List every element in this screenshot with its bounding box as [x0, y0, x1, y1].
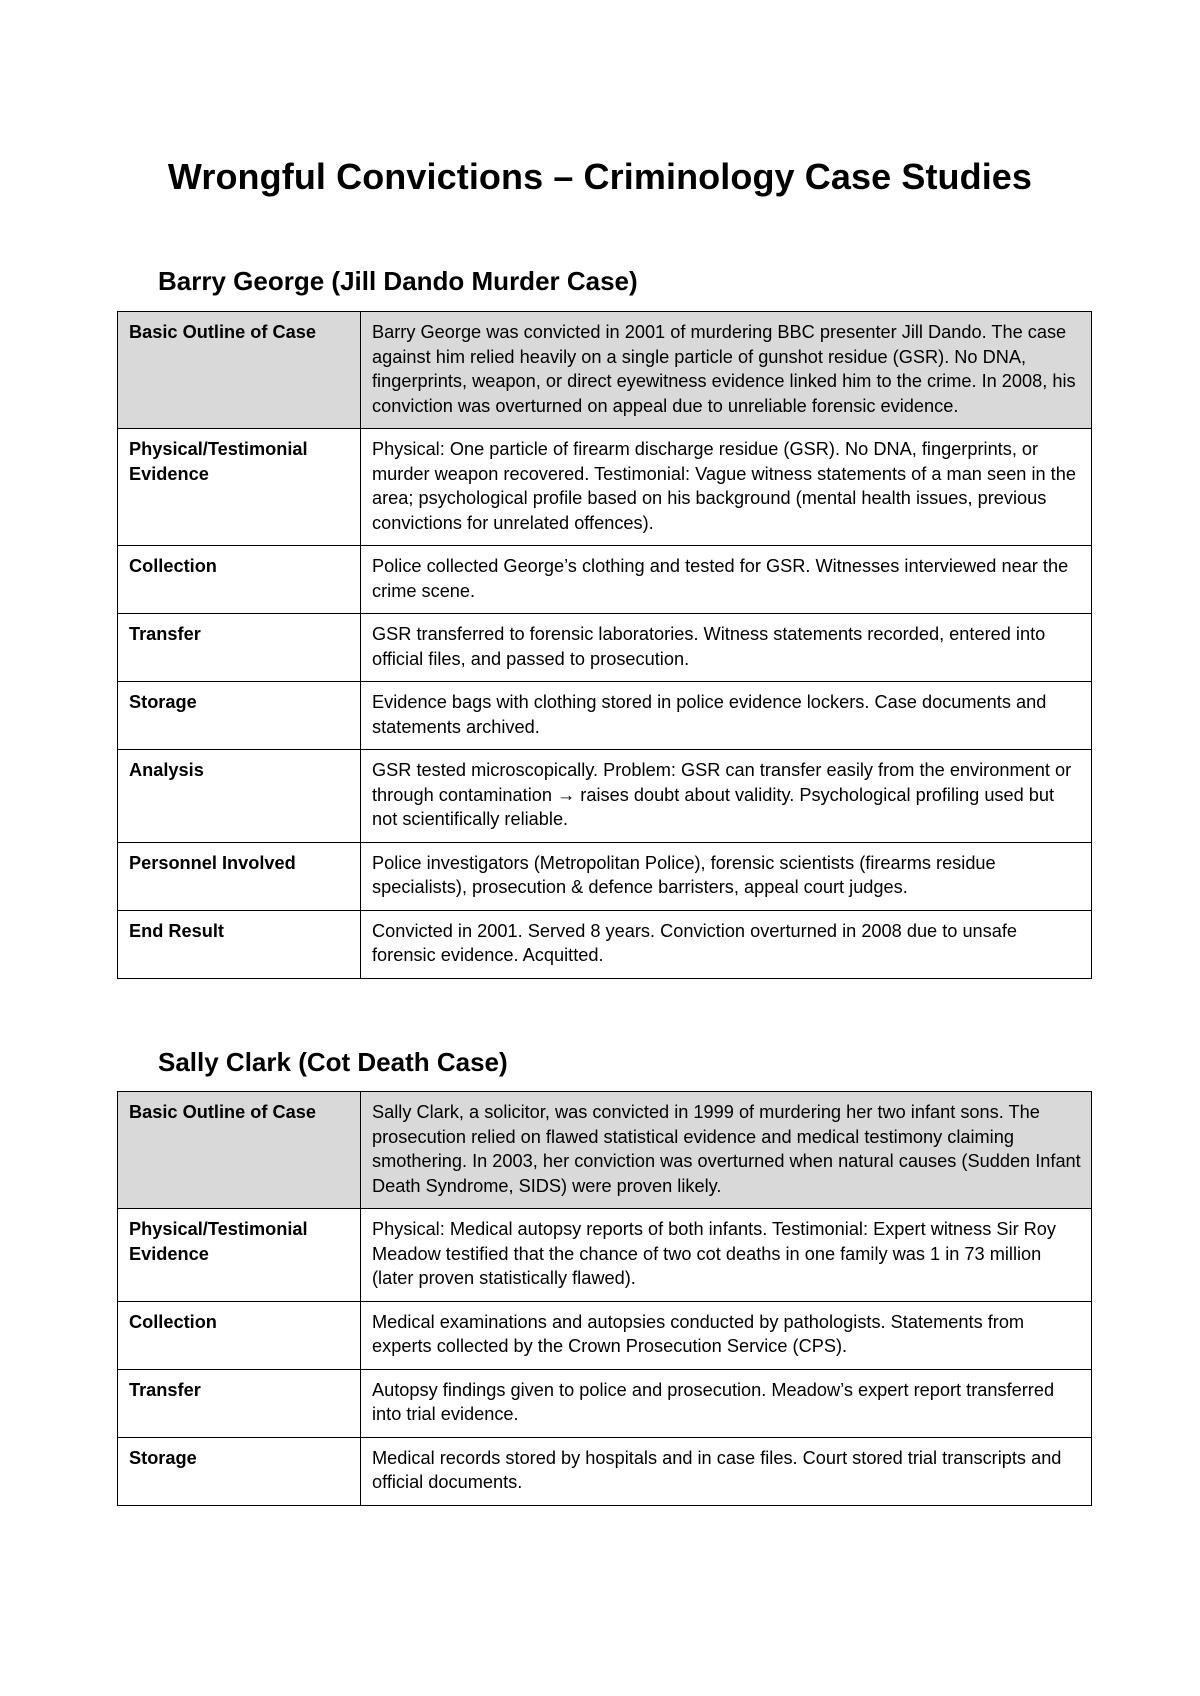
- case-heading-barry-george: Barry George (Jill Dando Murder Case): [158, 266, 638, 296]
- table-row-transfer: [118, 1369, 1092, 1437]
- row-content: Police collected George’s clothing and tested for GSR. Witnesses interviewed near the crime scene.: [361, 546, 1092, 614]
- table-row-storage: [118, 682, 1092, 750]
- row-content: Physical: Medical autopsy reports of both infants. Testimonial: Expert witness Sir Roy Meadow testified that the chance of two cot deaths in one family was 1 in 73 million (later proven statistically flawed).: [361, 1209, 1092, 1302]
- page-title: Wrongful Convictions – Criminology Case Studies: [167, 156, 1033, 197]
- row-content: GSR transferred to forensic laboratories. Witness statements recorded, entered into official files, and passed to prosecution.: [361, 614, 1092, 682]
- row-content: Medical examinations and autopsies conducted by pathologists. Statements from experts collected by the Crown Prosecution Service (CPS).: [361, 1301, 1092, 1369]
- row-content: GSR tested microscopically. Problem: GSR can transfer easily from the environment or through contamination → raises doubt about validity. Psychological profiling used but not scientifically reliable.: [361, 750, 1092, 843]
- table-row-analysis: [118, 750, 1092, 843]
- row-content: Barry George was convicted in 2001 of murdering BBC presenter Jill Dando. The case against him relied heavily on a single particle of gunshot residue (GSR). No DNA, fingerprints, weapon, or direct eyewitness evidence linked him to the crime. In 2008, his conviction was overturned on appeal due to unreliable forensic evidence.: [361, 312, 1092, 429]
- row-content: Convicted in 2001. Served 8 years. Conviction overturned in 2008 due to unsafe forensic evidence. Acquitted.: [361, 910, 1092, 978]
- row-label: Physical/Testimonial Evidence: [118, 429, 361, 546]
- row-label: Collection: [118, 1301, 361, 1369]
- row-content: Police investigators (Metropolitan Police), forensic scientists (firearms residue specialists), prosecution & defence barristers, appeal court judges.: [361, 842, 1092, 910]
- case-table-barry-george: [117, 311, 1092, 979]
- table-row-storage: [118, 1437, 1092, 1505]
- table-row-physical-testimonial-evidence: [118, 1209, 1092, 1302]
- table-row-transfer: [118, 614, 1092, 682]
- row-content: Autopsy findings given to police and prosecution. Meadow’s expert report transferred into trial evidence.: [361, 1369, 1092, 1437]
- row-label: End Result: [118, 910, 361, 978]
- row-content: Evidence bags with clothing stored in police evidence lockers. Case documents and statements archived.: [361, 682, 1092, 750]
- row-label: Analysis: [118, 750, 361, 843]
- table-row-collection: [118, 1301, 1092, 1369]
- table-row-end-result: [118, 910, 1092, 978]
- row-content: Sally Clark, a solicitor, was convicted in 1999 of murdering her two infant sons. The prosecution relied on flawed statistical evidence and medical testimony claiming smothering. In 2003, her conviction was overturned when natural causes (Sudden Infant Death Syndrome, SIDS) were proven likely.: [361, 1092, 1092, 1209]
- row-label: Collection: [118, 546, 361, 614]
- row-label: Storage: [118, 682, 361, 750]
- case-table-sally-clark: [117, 1091, 1092, 1506]
- case-heading-sally-clark: Sally Clark (Cot Death Case): [158, 1047, 508, 1077]
- row-label: Basic Outline of Case: [118, 312, 361, 429]
- table-row-collection: [118, 546, 1092, 614]
- table-row-personnel-involved: [118, 842, 1092, 910]
- row-label: Transfer: [118, 614, 361, 682]
- table-row-physical-testimonial-evidence: [118, 429, 1092, 546]
- row-content: Physical: One particle of firearm discharge residue (GSR). No DNA, fingerprints, or murder weapon recovered. Testimonial: Vague witness statements of a man seen in the area; psychological profile based on his background (mental health issues, previous convictions for unrelated offences).: [361, 429, 1092, 546]
- row-label: Transfer: [118, 1369, 361, 1437]
- row-label: Storage: [118, 1437, 361, 1505]
- row-label: Physical/Testimonial Evidence: [118, 1209, 361, 1302]
- row-label: Basic Outline of Case: [118, 1092, 361, 1209]
- row-content: Medical records stored by hospitals and in case files. Court stored trial transcripts and official documents.: [361, 1437, 1092, 1505]
- table-row-basic-outline: [118, 312, 1092, 429]
- table-row-basic-outline: [118, 1092, 1092, 1209]
- row-label: Personnel Involved: [118, 842, 361, 910]
